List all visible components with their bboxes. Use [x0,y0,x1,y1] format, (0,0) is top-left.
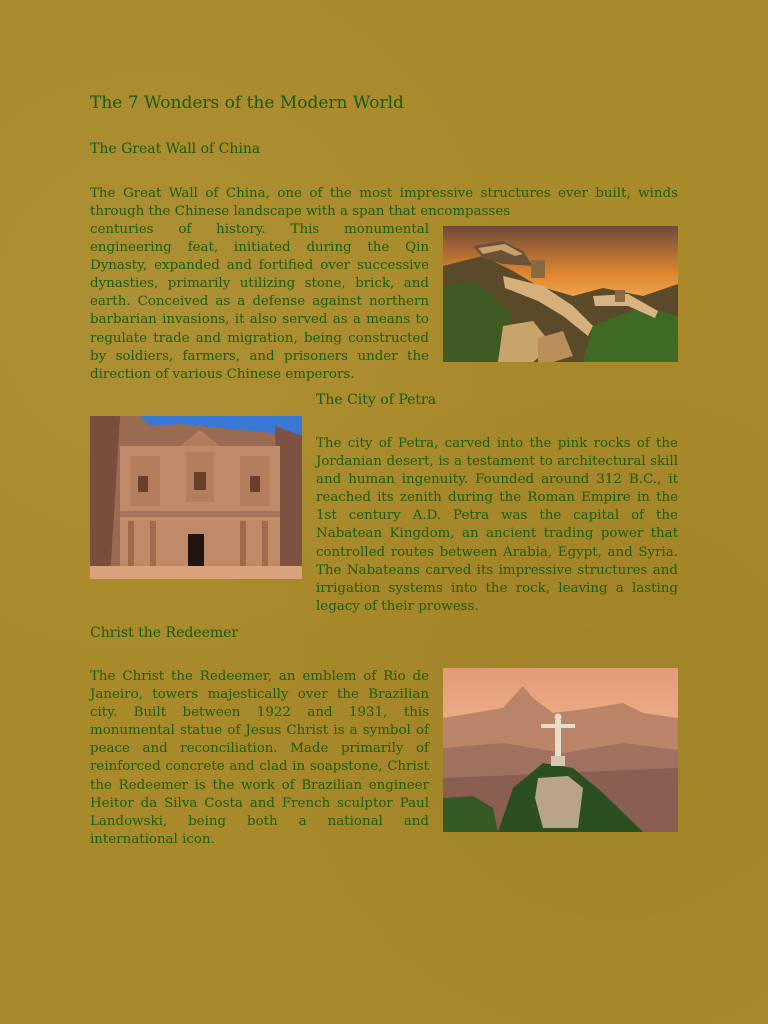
great-wall-paragraph-body: centuries of history. This monumental engineering feat, initiated during the Qin Dynasty, expanded and fortified over successive dynasties, primarily utilizing stone, brick, and earth. Conceived as a defense against northern barbarian invasions, it also served as a means to regulate trade and migration, being constructed by soldiers, farmers, and prisoners under the direction of various Chinese emperors. [90,222,429,382]
christ-redeemer-paragraph: The Christ the Redeemer, an emblem of Rio de Janeiro, towers majestically over the Brazilian city. Built between 1922 and 1931, this monumental statue of Jesus Christ is a symbol of peace and reconciliation. Made primarily of reinforced concrete and clad in soapstone, Christ the Redeemer is the work of Brazilian engineer Heitor da Silva Costa and French sculptor Paul Landowski, being both a national and international icon. [90,669,429,847]
petra-paragraph: The city of Petra, carved into the pink rocks of the Jordanian desert, is a testament to architectural skill and human ingenuity. Founded around 312 B.C., it reached its zenith during the Roman Empire in the 1st century A.D. Petra was the capital of the Nabatean Kingdom, an ancient trading power that controlled routes between Arabia, Egypt, and Syria. The Nabateans carved its impressive structures and irrigation systems into the rock, leaving a lasting legacy of their prowess. [316,436,678,614]
great-wall-image [443,226,678,362]
section-heading-petra: The City of Petra [316,392,437,408]
page-title: The 7 Wonders of the Modern World [90,93,404,113]
section-heading-great-wall: The Great Wall of China [90,141,261,157]
great-wall-paragraph-intro: The Great Wall of China, one of the most impressive structures ever built, winds through the Chinese landscape with a span that encompasses [90,186,678,220]
petra-image [90,416,302,579]
christ-redeemer-image [443,668,678,832]
section-heading-christ-redeemer: Christ the Redeemer [90,625,239,641]
